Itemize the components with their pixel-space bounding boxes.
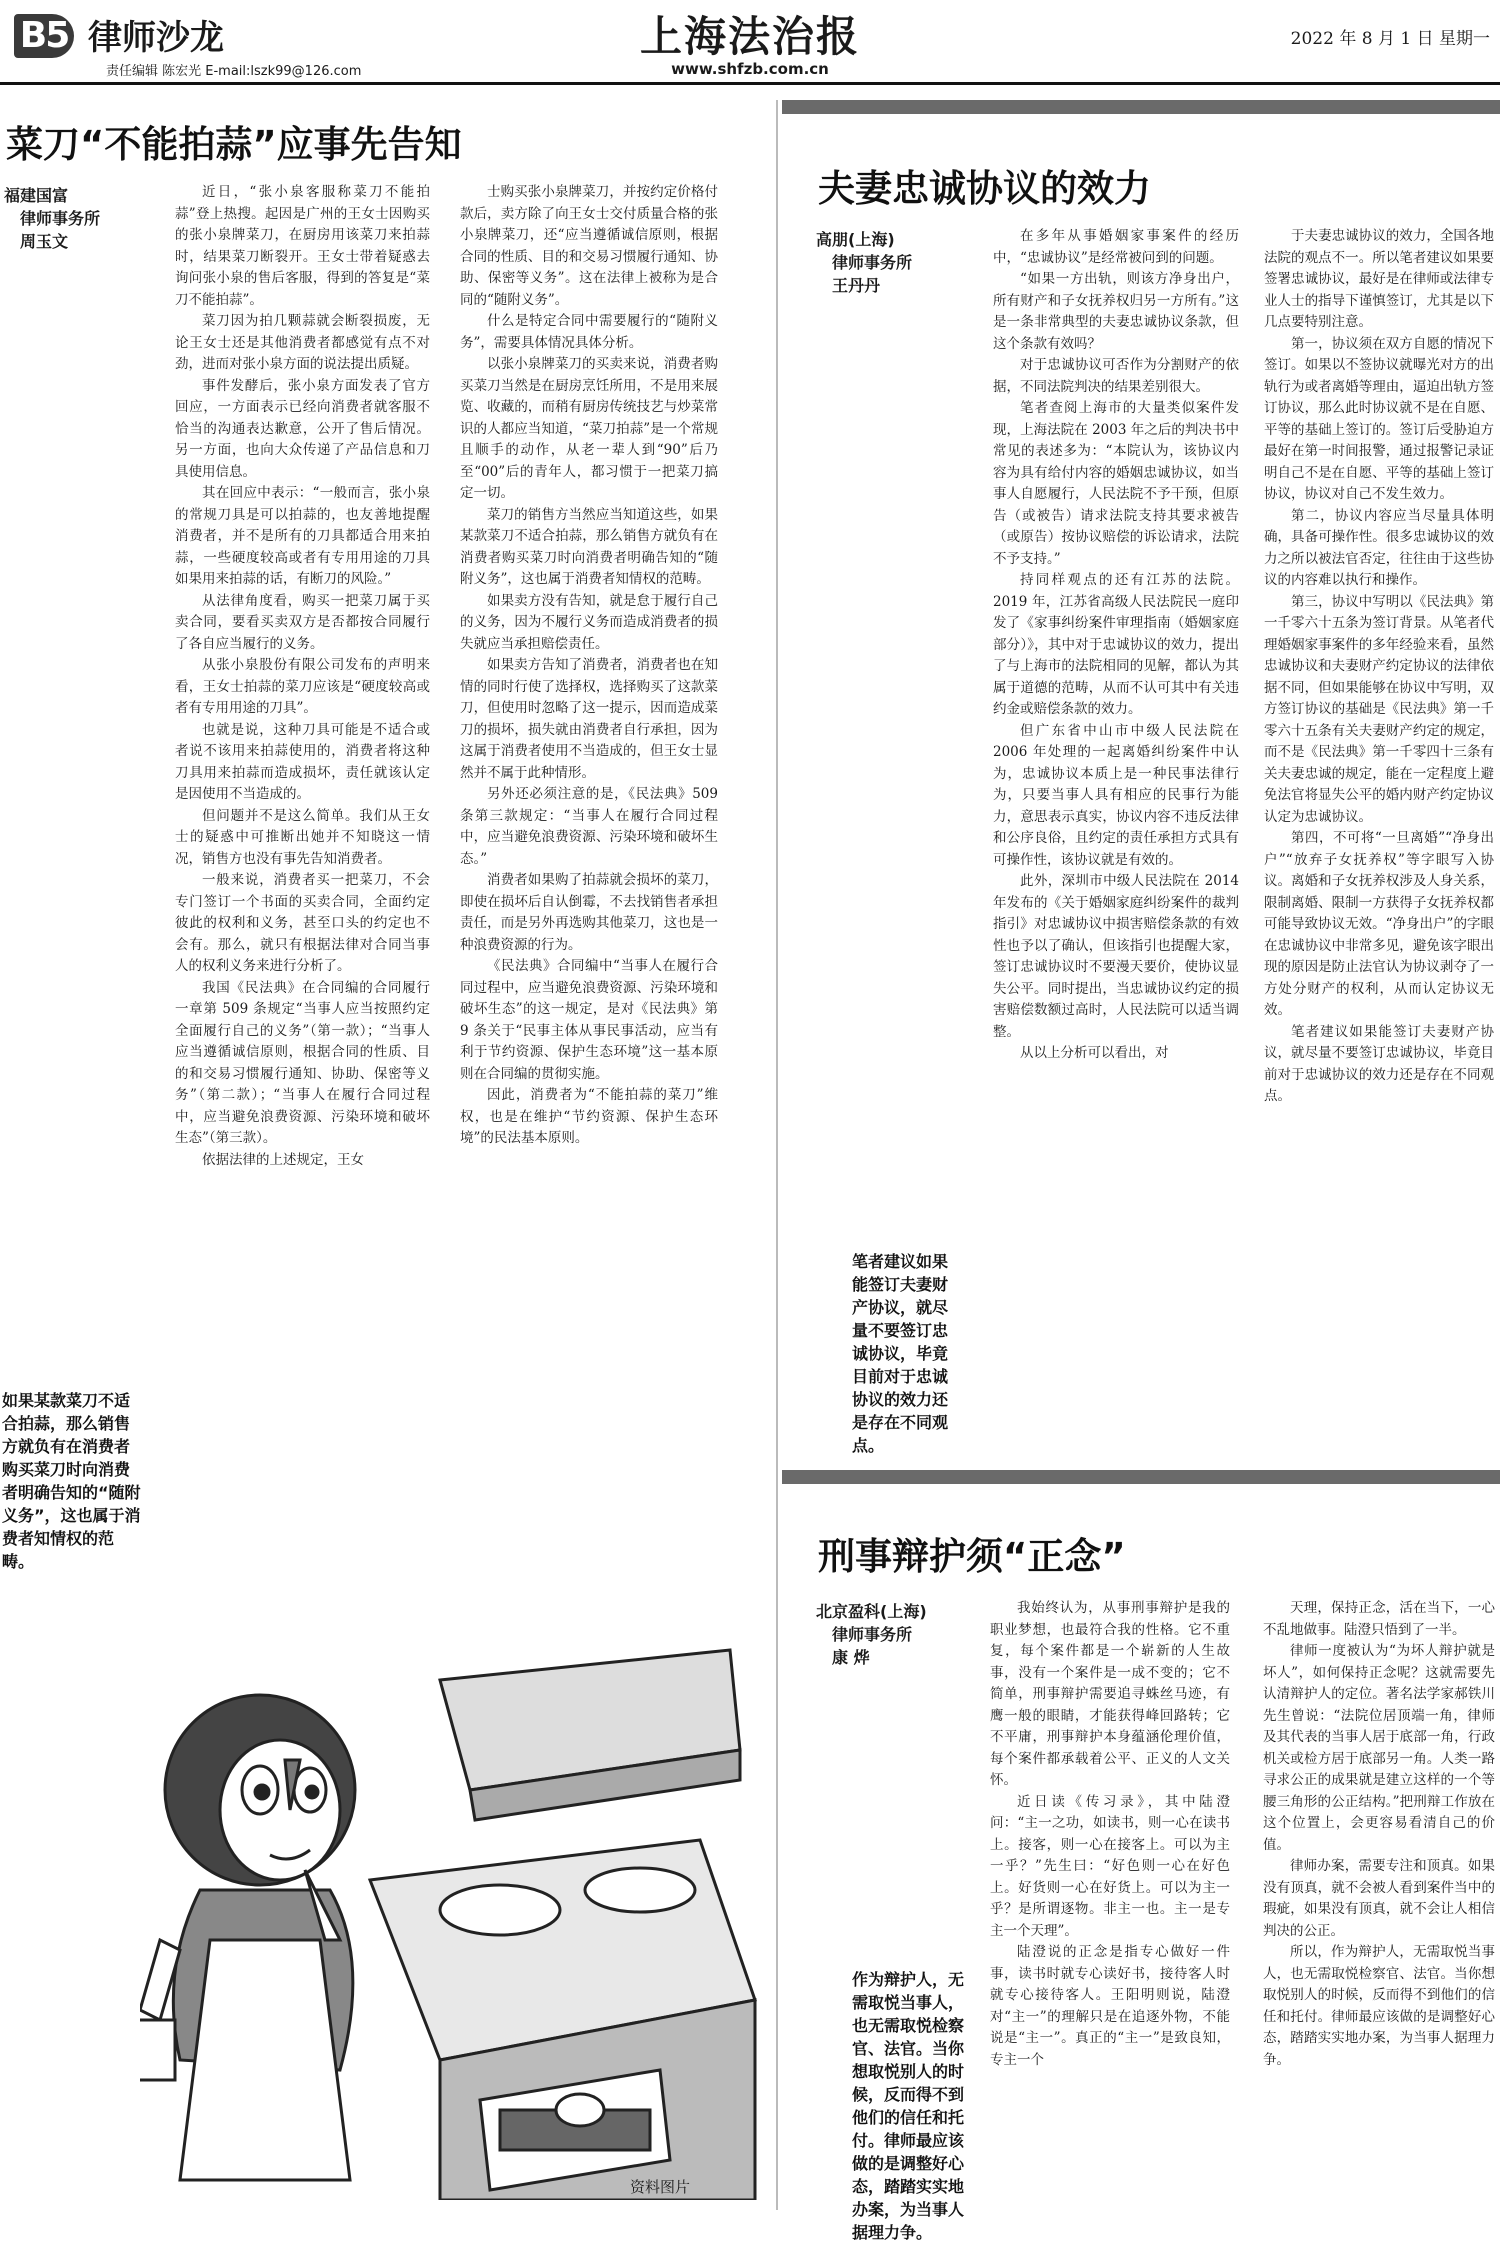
body-paragraph: 但问题并不是这么简单。我们从王女士的疑惑中可推断出她并不知晓这一情况，销售方也没有事先告知消费者。 [175,807,430,867]
body-paragraph: 天理，保持正念，活在当下，一心不乱地做事。陆澄只悟到了一半。 [1263,1600,1495,1638]
body-paragraph: 从张小泉股份有限公司发布的声明来看，王女士拍蒜的菜刀应该是“硬度较高或者有专用用途的刀具”。 [175,657,430,716]
article1-column-1 [175,182,430,1572]
body-paragraph: 所以，作为辩护人，无需取悦当事人，也无需取悦检察官、法官。当你想取悦别人的时候，反而得不到他们的信任和托付。律师最应该做的是调整好心态，踏踏实实地办案，为当事人据理力争。 [1263,1944,1495,2068]
section-title: 律师沙龙 [88,18,224,58]
body-paragraph: 依据法律的上述规定，王女 [202,1151,364,1168]
body-paragraph: 第三，协议中写明以《民法典》第一千零六十五条为签订背景。从笔者代理婚姻家事案件的多年经验来看，虽然忠诚协议和夫妻财产约定协议的法律依据不同，但如果能够在协议中写明，双方签订协议的基础是《民法典》第一千零六十五条有关夫妻财产约定的规定，而不是《民法典》第一千零四十三条有关夫妻忠诚的规定，能在一定程度上避免法官将显失公平的婚内财产约定协议认定为忠诚协议。 [1264,593,1494,825]
body-paragraph: 士购买张小泉牌菜刀，并按约定价格付款后，卖方除了向王女士交付质量合格的张小泉牌菜刀，还“应当遵循诚信原则，根据合同的性质、目的和交易习惯履行通知、协助、保密等义务”。这在法律上被称为是合同的“随附义务”。 [460,184,718,308]
body-paragraph: 对于忠诚协议可否作为分割财产的依据，不同法院判决的结果差别很大。 [993,357,1239,395]
byline-line: 律师事务所 [832,1625,913,1644]
byline-line: 北京盈科(上海) [816,1602,927,1621]
header-rule [0,82,1500,85]
body-paragraph: 从以上分析可以看出，对 [1020,1045,1169,1061]
body-paragraph: 第四，不可将“一旦离婚”“净身出户”“放弃子女抚养权”等字眼写入协议。离婚和子女抚养权涉及人身关系，限制离婚、限制一方获得子女抚养权都可能导致协议无效。“净身出户”的字眼在忠诚协议中非常多见，避免该字眼出现的原因是防止法官认为协议剥夺了一方处分财产的权利，从而认定协议无效。 [1264,830,1494,1018]
body-paragraph: 笔者查阅上海市的大量类似案件发现，上海法院在 2003 年之后的判决书中常见的表述多为：“本院认为，该协议内容为具有给付内容的婚姻忠诚协议，如当事人自愿履行，人民法院不予干预，但原告（或被告）请求法院支持其要求被告（或原告）按协议赔偿的诉讼请求，法院不予支持。” [993,400,1239,567]
article1-headline: 菜刀“不能拍蒜”应事先告知 [6,123,462,166]
article1-pullquote: 如果某款菜刀不适合拍蒜，那么销售方就负有在消费者购买菜刀时向消费者明确告知的“随附义务”，这也属于消费者知情权的范畴。 [2,1391,141,1571]
body-paragraph: 其在回应中表示：“一般而言，张小泉的常规刀具是可以拍蒜的，也友善地提醒消费者，并不是所有的刀具都适合用来拍蒜，一些硬度较高或者有专用用途的刀具如果用来拍蒜的话，有断刀的风险。” [175,485,430,587]
body-paragraph: 近日读《传习录》，其中陆澄问：“主一之功，如读书，则一心在读书上。接客，则一心在接客上。可以为主一乎？”先生曰：“好色则一心在好色上。好货则一心在好货上。可以为主一乎？是所谓逐物。非主一也。主一是专主一个天理”。 [990,1793,1230,1939]
body-paragraph: 事件发酵后，张小泉方面发表了官方回应，一方面表示已经向消费者就客服不恰当的沟通表达歉意，公开了售后情况。另一方面，也向大众传递了产品信息和刀具使用信息。 [175,377,430,480]
article3-top-bar [782,1470,1500,1484]
body-paragraph: 但广东省中山市中级人民法院在 2006 年处理的一起离婚纠纷案件中认为，忠诚协议本质上是一种民事法律行为，只要当事人具有相应的民事行为能力，意思表示真实，协议内容不违反法律和公序良俗，且约定的责任承担方式具有可操作性，该协议就是有效的。 [993,722,1239,868]
issue-date: 2022 年 8 月 1 日 星期一 [1290,29,1490,49]
byline-line: 康 烨 [832,1648,870,1667]
article3-headline: 刑事辩护须“正念” [818,1535,1126,1578]
article3-pullquote: 作为辩护人，无需取悦当事人，也无需取悦检察官、法官。当你想取悦别人的时候，反而得不到他们的信任和托付。律师最应该做的是调整好心态，踏踏实实地办案，为当事人据理力争。 [852,1970,965,2242]
article1-column-2 [460,182,718,1572]
body-paragraph: 一般来说，消费者买一把菜刀，不会专门签订一个书面的买卖合同，全面约定彼此的权利和义务，甚至口头的约定也不会有。那么，就只有根据法律对合同当事人的权利义务来进行分析了。 [175,872,430,974]
body-paragraph: 如果卖方告知了消费者，消费者也在知情的同时行使了选择权，选择购买了这款菜刀，但使用时忽略了这一提示，因而造成菜刀的损坏，损失就由消费者自行承担，因为这属于消费者使用不当造成的，但王女士显然并不属于此种情形。 [460,657,718,781]
illustration-caption: 资料图片 [630,2178,691,2196]
body-paragraph: 因此，消费者为“不能拍蒜的菜刀”维权，也是在维护“节约资源、保护生态环境”的民法基本原则。 [460,1087,718,1146]
body-paragraph: 于夫妻忠诚协议的效力，全国各地法院的观点不一。所以笔者建议如果要签署忠诚协议，最好是在律师或法律专业人士的指导下谨慎签订，尤其是以下几点要特别注意。 [1264,228,1494,330]
body-paragraph: 另外还必须注意的是，《民法典》509 条第三款规定：“当事人在履行合同过程中，应当避免浪费资源、污染环境和破坏生态。” [460,786,718,867]
body-paragraph: 《民法典》合同编中“当事人在履行合同过程中，应当避免浪费资源、污染环境和破坏生态”的这一规定，是对《民法典》第 9 条关于“民事主体从事民事活动，应当有利于节约资源、保护生态环境”这一基本原则在合同编的贯彻实施。 [460,958,718,1082]
article1-byline [4,184,100,253]
article2-column-1 [993,226,1239,1426]
editor-info: 责任编辑 陈宏光 E-mail:lszk99@126.com [106,64,362,79]
page-header [0,0,1500,88]
body-paragraph: 陆澄说的正念是指专心做好一件事，读书时就专心读好书，接待客人时就专心接待客人。王阳明则说，陆澄对“主一”的理解只是在追逐外物，不能说是“主一”。真正的“主一”是致良知，专主一个 [990,1944,1230,2068]
body-paragraph: 消费者如果购了拍蒜就会损坏的菜刀，即使在损坏后自认倒霉，不去找销售者承担责任，而是另外再选购其他菜刀，这也是一种浪费资源的行为。 [460,872,718,953]
article3-byline [816,1600,927,1669]
byline-line: 王丹丹 [832,276,881,295]
article3-column-1 [990,1598,1230,2223]
body-paragraph: 第二，协议内容应当尽量具体明确，具备可操作性。很多忠诚协议的效力之所以被法官否定，往往由于这些协议的内容难以执行和操作。 [1264,507,1494,588]
article2-pullquote: 笔者建议如果能签订夫妻财产协议，就尽量不要签订忠诚协议，毕竟目前对于忠诚协议的效力还是存在不同观点。 [852,1252,949,1455]
body-paragraph: 菜刀因为拍几颗蒜就会断裂损废，无论王女士还是其他消费者都感觉有点不对劲，进而对张小泉方面的说法提出质疑。 [175,313,430,372]
page-number-badge: B5 [14,14,74,58]
body-paragraph: 什么是特定合同中需要履行的“随附义务”，需要具体情况具体分析。 [460,313,718,351]
article2-byline [816,228,912,297]
article2-headline: 夫妻忠诚协议的效力 [818,167,1151,210]
column-divider [776,100,778,2210]
masthead-logo: 上海法治报 [639,12,860,61]
body-paragraph: 以张小泉牌菜刀的买卖来说，消费者购买菜刀当然是在厨房烹饪所用，不是用来展览、收藏的，而稍有厨房传统技艺与炒菜常识的人都应当知道，“菜刀拍蒜”是一个常规且顺手的动作，从老一辈人到“90”后乃至“00”后的青年人，都习惯于一把菜刀搞定一切。 [460,356,718,501]
cartoon-woman-knife-image [140,1640,760,2200]
body-paragraph: 菜刀的销售方当然应当知道这些，如果某款菜刀不适合拍蒜，那么销售方就负有在消费者购买菜刀时向消费者明确告知的“随附义务”，这也属于消费者知情权的范畴。 [460,506,718,587]
website-url: www.shfzb.com.cn [671,60,829,78]
body-paragraph: “如果一方出轨，则该方净身出户，所有财产和子女抚养权归另一方所有。”这是一条非常典型的夫妻忠诚协议条款，但这个条款有效吗？ [993,271,1239,352]
illustration [140,1640,760,2200]
byline-line: 福建国富 [4,186,69,205]
byline-line: 高朋(上海) [816,230,895,249]
body-paragraph: 持同样观点的还有江苏的法院。2019 年，江苏省高级人民法院民一庭印发了《家事纠纷案件审理指南（婚姻家庭部分）》，其中对于忠诚协议的效力，提出了与上海市的法院相同的见解，都认为其属于道德的范畴，从而不认可其中有关违约金或赔偿条款的效力。 [993,572,1239,717]
body-paragraph: 我始终认为，从事刑事辩护是我的职业梦想，也最符合我的性格。它不重复，每个案件都是一个崭新的人生故事，没有一个案件是一成不变的；它不简单，刑事辩护需要追寻蛛丝马迹，有鹰一般的眼睛，才能获得峰回路转；它不平庸，刑事辩护本身蕴涵伦理价值，每个案件都承载着公平、正义的人文关怀。 [990,1600,1230,1788]
body-paragraph: 如果卖方没有告知，就是怠于履行自己的义务，因为不履行义务而造成消费者的损失就应当承担赔偿责任。 [460,592,718,652]
body-paragraph: 我国《民法典》在合同编的合同履行一章第 509 条规定“当事人应当按照约定全面履行自己的义务”（第一款）；“当事人应当遵循诚信原则，根据合同的性质、目的和交易习惯履行通知、协助、保密等义务”（第二款）；“当事人在履行合同过程中，应当避免浪费资源、污染环境和破坏生态”（第三款）。 [175,979,430,1146]
article3-column-2 [1263,1598,1495,2223]
body-paragraph: 从法律角度看，购买一把菜刀属于买卖合同，要看买卖双方是否都按合同履行了各自应当履行的义务。 [175,592,430,652]
body-paragraph: 律师办案，需要专注和顶真。如果没有顶真，就不会被人看到案件当中的瑕疵，如果没有顶真，就不会让人相信判决的公正。 [1263,1858,1495,1939]
article2-column-2 [1264,226,1494,1426]
body-paragraph: 也就是说，这种刀具可能是不适合或者说不该用来拍蒜使用的，消费者将这种刀具用来拍蒜而造成损坏，责任就该认定是因使用不当造成的。 [175,721,430,802]
body-paragraph: 在多年从事婚姻家事案件的经历中，“忠诚协议”是经常被问到的问题。 [993,228,1239,266]
body-paragraph: 此外，深圳市中级人民法院在 2014 年发布的《关于婚姻家庭纠纷案件的裁判指引》对忠诚协议中损害赔偿条款的有效性也予以了确认，但该指引也提醒大家，签订忠诚协议时不要漫天要价，使协议显失公平。同时提出，当忠诚协议约定的损害赔偿数额过高时，人民法院可以适当调整。 [993,873,1239,1040]
body-paragraph: 近日，“张小泉客服称菜刀不能拍蒜”登上热搜。起因是广州的王女士因购买的张小泉牌菜刀，在厨房用该菜刀来拍蒜时，结果菜刀断裂开。王女士带着疑惑去询问张小泉的售后客服，得到的答复是“菜刀不能拍蒜”。 [175,184,430,308]
byline-line: 律师事务所 [20,209,101,228]
byline-line: 周玉文 [20,232,69,251]
article2-top-bar [782,100,1500,114]
body-paragraph: 笔者建议如果能签订夫妻财产协议，就尽量不要签订忠诚协议，毕竟目前对于忠诚协议的效力还是存在不同观点。 [1264,1023,1494,1104]
body-paragraph: 律师一度被认为“为坏人辩护就是坏人”，如何保持正念呢？这就需要先认清辩护人的定位。著名法学家郝铁川先生曾说：“法院位居顶端一角，律师及其代表的当事人居于底部一角，行政机关或检方居于底部另一角。人类一路寻求公正的成果就是建立这样的一个等腰三角形的公正结构。”把刑辩工作放在这个位置上，会更容易看清自己的价值。 [1263,1643,1495,1853]
body-paragraph: 第一，协议须在双方自愿的情况下签订。如果以不签协议就曝光对方的出轨行为或者离婚等理由，逼迫出轨方签订协议，那么此时协议就不是在自愿、平等的基础上签订的。签订后受胁迫方最好在第一时间报警，通过报警记录证明自己不是在自愿、平等的基础上签订协议，协议对自己不发生效力。 [1264,335,1494,502]
byline-line: 律师事务所 [832,253,913,272]
